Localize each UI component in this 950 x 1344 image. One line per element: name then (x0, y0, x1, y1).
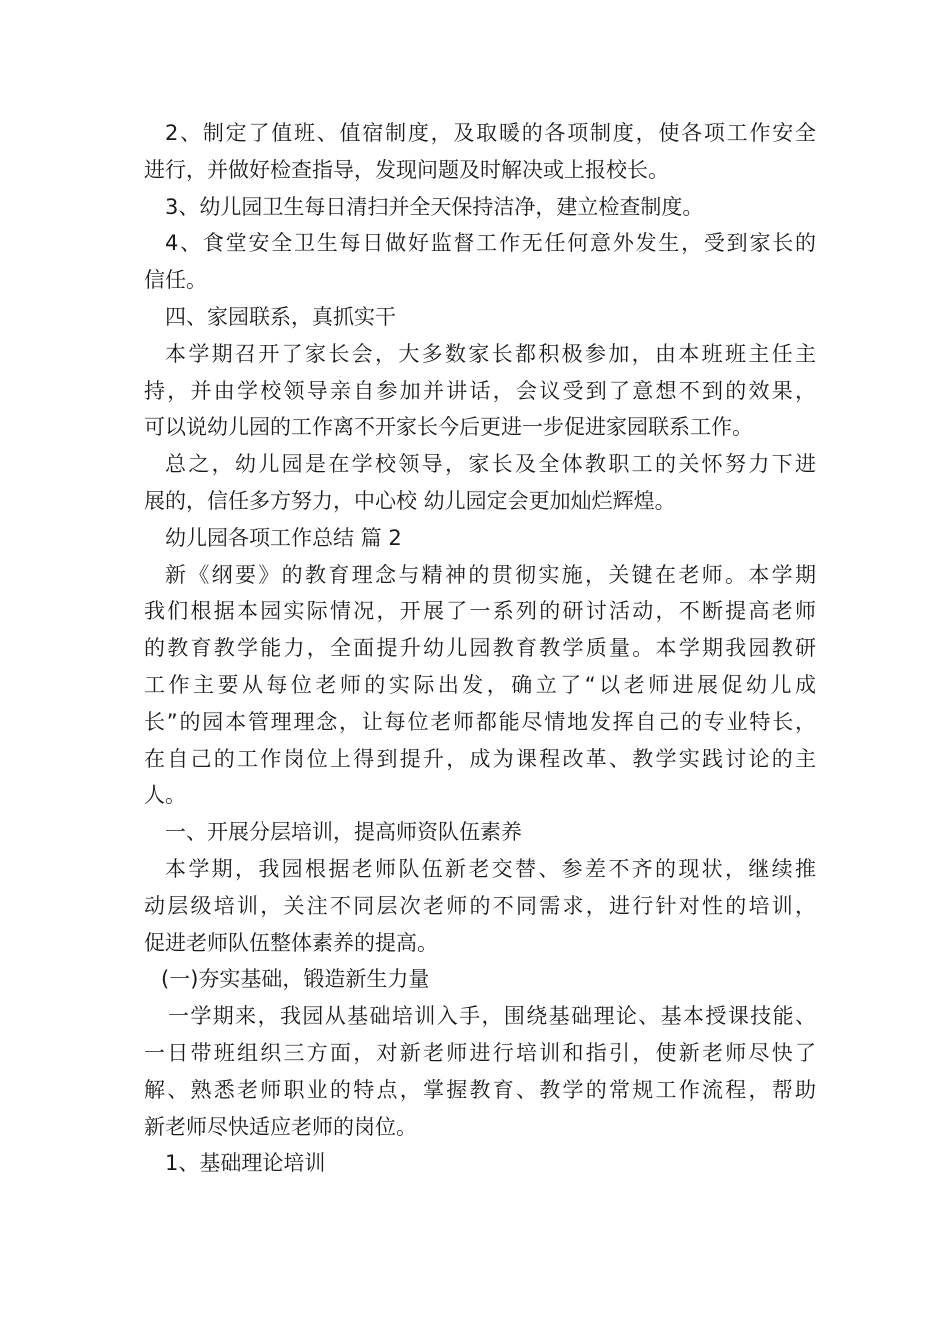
text-line: 信任。 (144, 268, 207, 293)
text-line: 2、制定了值班、值宿制度，及取暖的各项制度，使各项工作安全 (165, 121, 816, 145)
text-line: 一、开展分层培训，提高师资队伍素养 (165, 820, 522, 845)
text-line: 长”的园本管理理念，让每位老师都能尽情地发挥自己的专业特长， (144, 709, 816, 734)
text-line: 促进老师队伍整体素养的提高。 (144, 930, 438, 955)
text-line: (一)夯实基础，锻造新生力量 (161, 967, 430, 992)
text-line: 新《纲要》的教育理念与精神的贯彻实施，关键在老师。本学期 (165, 562, 816, 587)
text-line: 动层级培训，关注不同层次老师的不同需求，进行针对性的培训， (144, 893, 816, 918)
text-line: 一学期来，我园从基础培训入手，围绕基础理论、基本授课技能、 (168, 1004, 816, 1029)
text-line: 持，并由学校领导亲自参加并讲话，会议受到了意想不到的效果， (144, 378, 816, 403)
text-line: 展的，信任多方努力，中心校 幼儿园定会更加灿烂辉煌。 (144, 488, 676, 513)
text-line: 可以说幼儿园的工作离不开家长今后更进一步促进家园联系工作。 (144, 415, 753, 440)
text-line: 进行，并做好检查指导，发现问题及时解决或上报校长。 (144, 157, 669, 182)
text-line: 四、家园联系，真抓实干 (165, 304, 396, 329)
document-page (144, 115, 816, 1182)
text-line: 1、基础理论培训 (165, 1151, 326, 1176)
text-line: 人。 (144, 783, 186, 808)
text-line: 在自己的工作岗位上得到提升，成为课程改革、教学实践讨论的主 (144, 746, 816, 771)
text-line: 本学期召开了家长会，大多数家长都积极参加，由本班班主任主 (165, 341, 816, 366)
text-line: 一日带班组织三方面，对新老师进行培训和指引，使新老师尽快了 (144, 1040, 816, 1065)
text-line: 工作主要从每位老师的实际出发，确立了“以老师进展促幼儿成 (144, 672, 816, 697)
text-line: 4、食堂安全卫生每日做好监督工作无任何意外发生，受到家长的 (165, 231, 816, 256)
text-line: 我们根据本园实际情况，开展了一系列的研讨活动，不断提高老师 (144, 599, 816, 624)
text-line: 3、幼儿园卫生每日清扫并全天保持洁净，建立检查制度。 (165, 194, 704, 219)
text-line: 本学期，我园根据老师队伍新老交替、参差不齐的现状，继续推 (165, 856, 816, 881)
text-line: 总之，幼儿园是在学校领导，家长及全体教职工的关怀努力下进 (165, 452, 816, 477)
text-line: 的教育教学能力，全面提升幼儿园教育教学质量。本学期我园教研 (144, 636, 816, 661)
text-line: 新老师尽快适应老师的岗位。 (144, 1114, 417, 1139)
text-line: 解、熟悉老师职业的特点，掌握教育、教学的常规工作流程，帮助 (144, 1077, 816, 1102)
text-line: 幼儿园各项工作总结 篇 2 (165, 525, 402, 550)
